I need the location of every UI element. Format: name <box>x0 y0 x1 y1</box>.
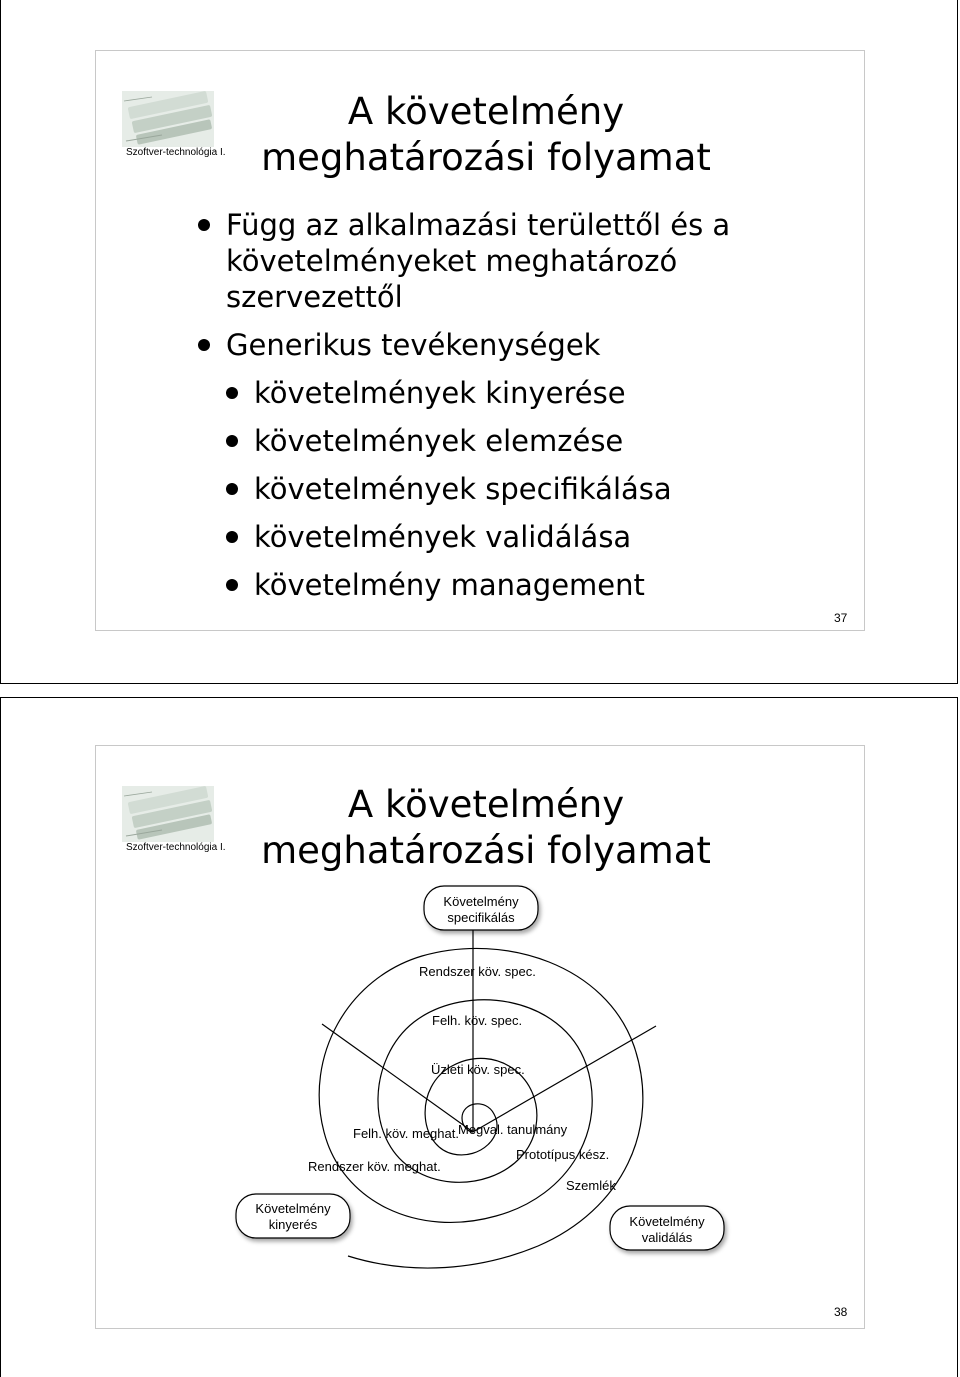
sub-bullet-item <box>196 519 856 555</box>
bullet-line: követelmény management <box>254 568 645 602</box>
bullet-dot-icon <box>226 435 238 447</box>
bullet-dot-icon <box>226 531 238 543</box>
spiral-process-diagram <box>96 746 866 1330</box>
box-elicit-line-2: kinyerés <box>268 1217 318 1232</box>
label-user-def: Felh. köv. meghat. <box>353 1126 459 1141</box>
box-elicit-line-1: Követelmény <box>255 1201 331 1216</box>
bullet-line: szervezettől <box>226 280 403 314</box>
logo-caption: Szoftver-technológia I. <box>126 147 226 158</box>
page-frame-1 <box>0 0 958 684</box>
box-valid-line-1: Követelmény <box>629 1214 705 1229</box>
radial-divider <box>473 1026 656 1132</box>
bullet-item <box>196 327 856 363</box>
bullet-line: Generikus tevékenységek <box>226 328 601 362</box>
box-spec-line-1: Követelmény <box>443 894 519 909</box>
box-spec-line-2: specifikálás <box>447 910 515 925</box>
page-number: 37 <box>834 611 848 625</box>
label-system-spec: Rendszer köv. spec. <box>419 964 536 979</box>
page-frame-2 <box>0 697 958 1377</box>
textbook-logo-image <box>122 91 214 147</box>
bullet-line: Függ az alkalmazási területtől és a <box>226 208 731 242</box>
bullet-line: követelmények specifikálása <box>254 472 672 506</box>
sub-bullet-item <box>196 471 856 507</box>
radial-divider <box>322 1024 473 1132</box>
label-feasibility: Megval. tanulmány <box>458 1122 568 1137</box>
title-line-1: A követelmény <box>347 90 625 133</box>
label-review: Szemlék <box>566 1178 616 1193</box>
bullet-line: követelmények validálása <box>254 520 632 554</box>
label-business-spec: Üzleti köv. spec. <box>431 1062 525 1077</box>
bullet-dot-icon <box>198 219 210 231</box>
title-line-1: A követelmény <box>347 783 625 826</box>
bullet-line: követelmények kinyerése <box>254 376 626 410</box>
bullet-item <box>196 207 856 315</box>
bullet-line: követelményeket meghatározó <box>226 244 678 278</box>
label-prototype: Prototípus kész. <box>516 1147 610 1162</box>
bullet-dot-icon <box>226 579 238 591</box>
label-system-def: Rendszer köv. meghat. <box>308 1159 441 1174</box>
bullet-dot-icon <box>226 483 238 495</box>
page-number: 38 <box>834 1305 848 1319</box>
slide-37 <box>95 50 865 631</box>
label-user-spec: Felh. köv. spec. <box>432 1013 523 1028</box>
bullet-list <box>196 207 856 603</box>
sub-bullet-item <box>196 423 856 459</box>
slide-38 <box>95 745 865 1329</box>
logo-caption: Szoftver-technológia I. <box>126 842 226 853</box>
bullet-line: követelmények elemzése <box>254 424 624 458</box>
spiral-curve <box>319 948 643 1268</box>
sub-bullet-item <box>196 375 856 411</box>
sub-bullet-item <box>196 567 856 603</box>
title-line-2: meghatározási folyamat <box>261 136 711 179</box>
slide-title <box>226 89 746 181</box>
bullet-dot-icon <box>198 339 210 351</box>
bullet-dot-icon <box>226 387 238 399</box>
title-line-2: meghatározási folyamat <box>261 829 711 872</box>
box-valid-line-2: validálás <box>641 1230 693 1245</box>
